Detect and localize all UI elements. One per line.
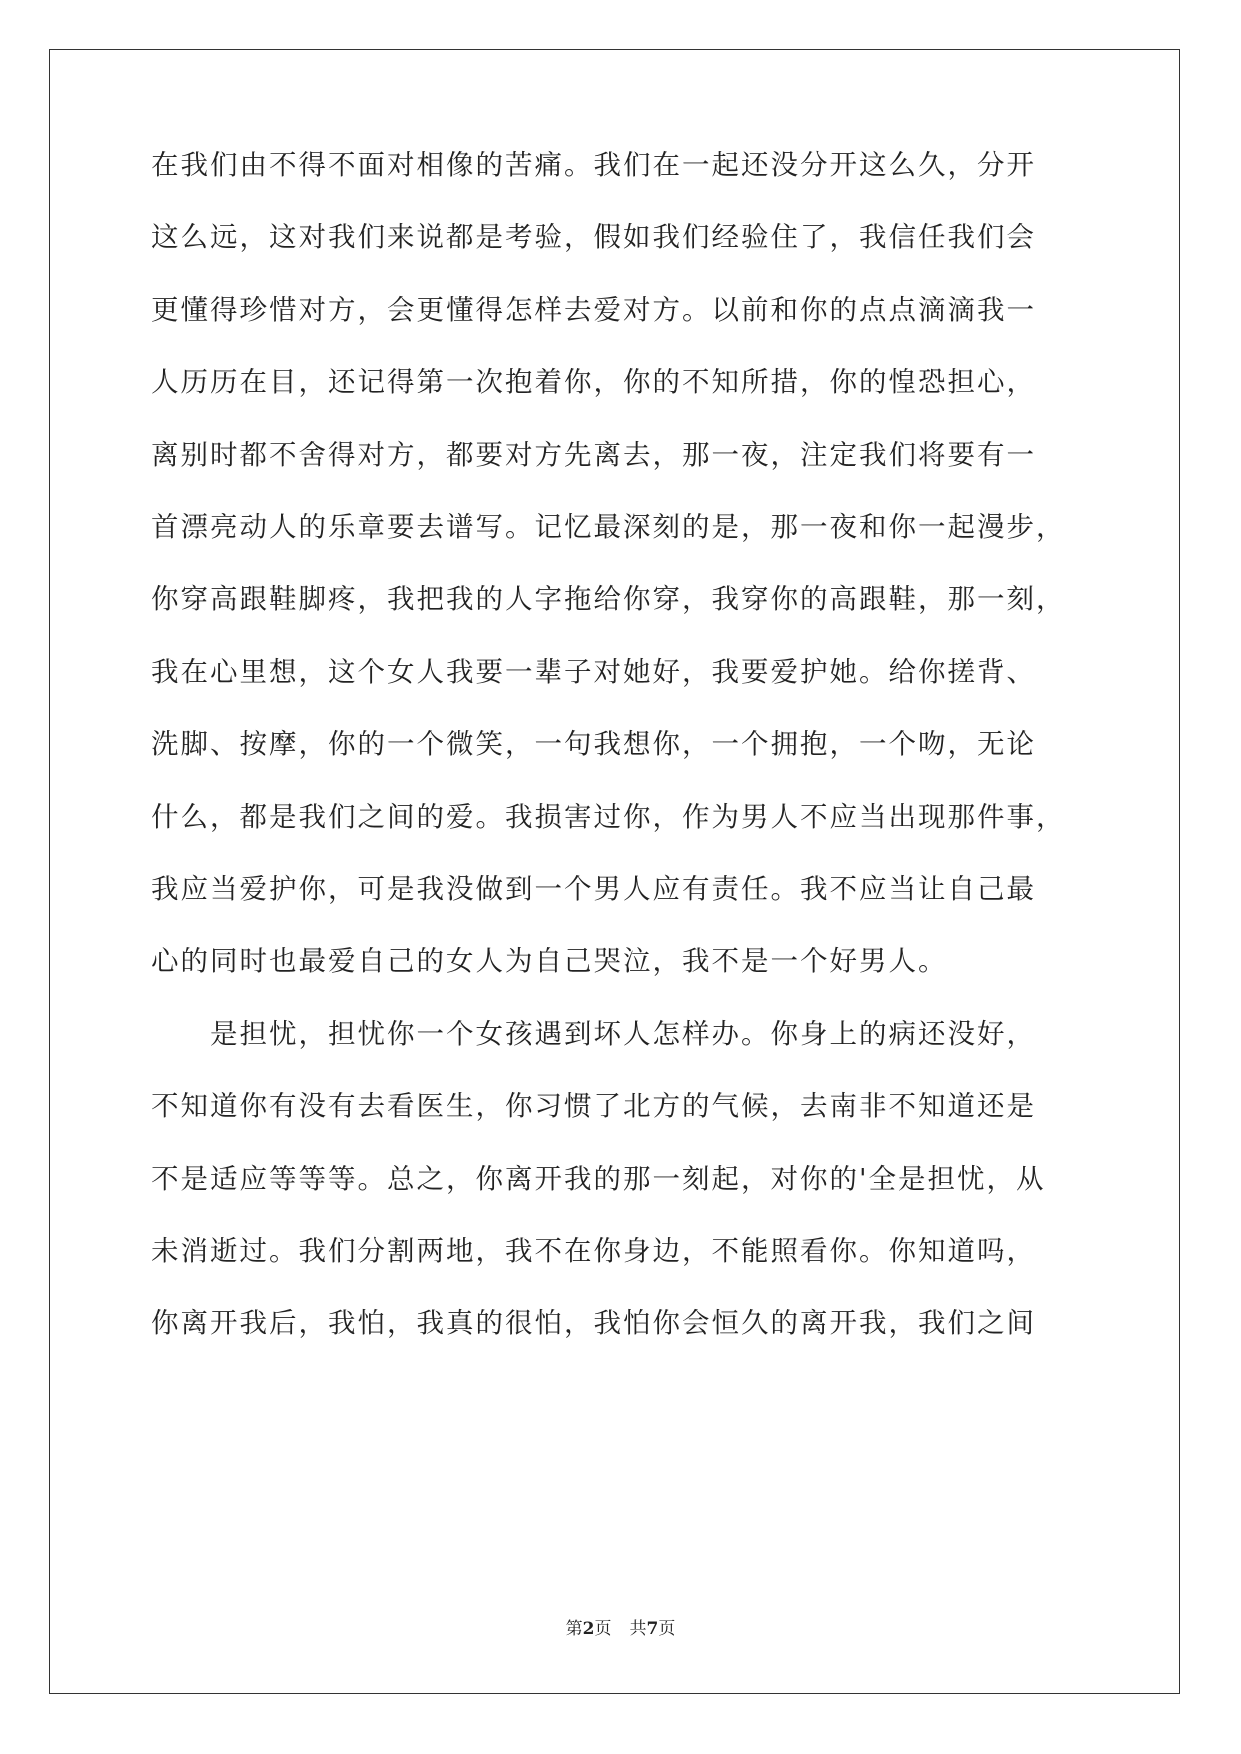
text-line: 离别时都不舍得对方，都要对方先离去，那一夜，注定我们将要有一 xyxy=(151,438,1036,471)
page-total: 7 xyxy=(646,1619,659,1639)
page-suffix: 页 xyxy=(594,1619,612,1639)
total-suffix: 页 xyxy=(658,1619,676,1639)
text-line: 我在心里想，这个女人我要一辈子对她好，我要爱护她。给你搓背、 xyxy=(151,655,1036,688)
text-line: 人历历在目，还记得第一次抱着你，你的不知所措，你的惶恐担心， xyxy=(151,366,1036,399)
page-footer xyxy=(0,1614,1241,1639)
text-line: 这么远，这对我们来说都是考验，假如我们经验住了，我信任我们会 xyxy=(151,221,1036,254)
text-line: 什么，都是我们之间的爱。我损害过你，作为男人不应当出现那件事， xyxy=(151,800,1066,833)
text-line: 更懂得珍惜对方，会更懂得怎样去爱对方。以前和你的点点滴滴我一 xyxy=(151,293,1036,326)
text-line: 不知道你有没有去看医生，你习惯了北方的气候，去南非不知道还是 xyxy=(151,1090,1036,1123)
text-line: 是担忧，担忧你一个女孩遇到坏人怎样办。你身上的病还没好， xyxy=(151,1017,1036,1050)
text-line: 首漂亮动人的乐章要去谱写。记忆最深刻的是，那一夜和你一起漫步， xyxy=(151,511,1066,543)
text-line: 不是适应等等等。总之，你离开我的那一刻起，对你的'全是担忧，从 xyxy=(151,1162,1046,1195)
total-prefix: 共 xyxy=(629,1619,647,1639)
text-line: 我应当爱护你，可是我没做到一个男人应有责任。我不应当让自己最 xyxy=(151,873,1036,905)
page-prefix: 第 xyxy=(565,1619,583,1639)
text-line: 你穿高跟鞋脚疼，我把我的人字拖给你穿，我穿你的高跟鞋，那一刻， xyxy=(151,583,1066,616)
text-line: 你离开我后，我怕，我真的很怕，我怕你会恒久的离开我，我们之间 xyxy=(151,1307,1036,1340)
text-line: 心的同时也最爱自己的女人为自己哭泣，我不是一个好男人。 xyxy=(151,945,948,978)
text-line: 未消逝过。我们分割两地，我不在你身边，不能照看你。你知道吗， xyxy=(151,1235,1036,1267)
text-line: 在我们由不得不面对相像的苦痛。我们在一起还没分开这么久，分开 xyxy=(151,149,1036,181)
page-current: 2 xyxy=(582,1619,595,1639)
text-line: 洗脚、按摩，你的一个微笑，一句我想你，一个拥抱，一个吻，无论 xyxy=(151,728,1036,761)
